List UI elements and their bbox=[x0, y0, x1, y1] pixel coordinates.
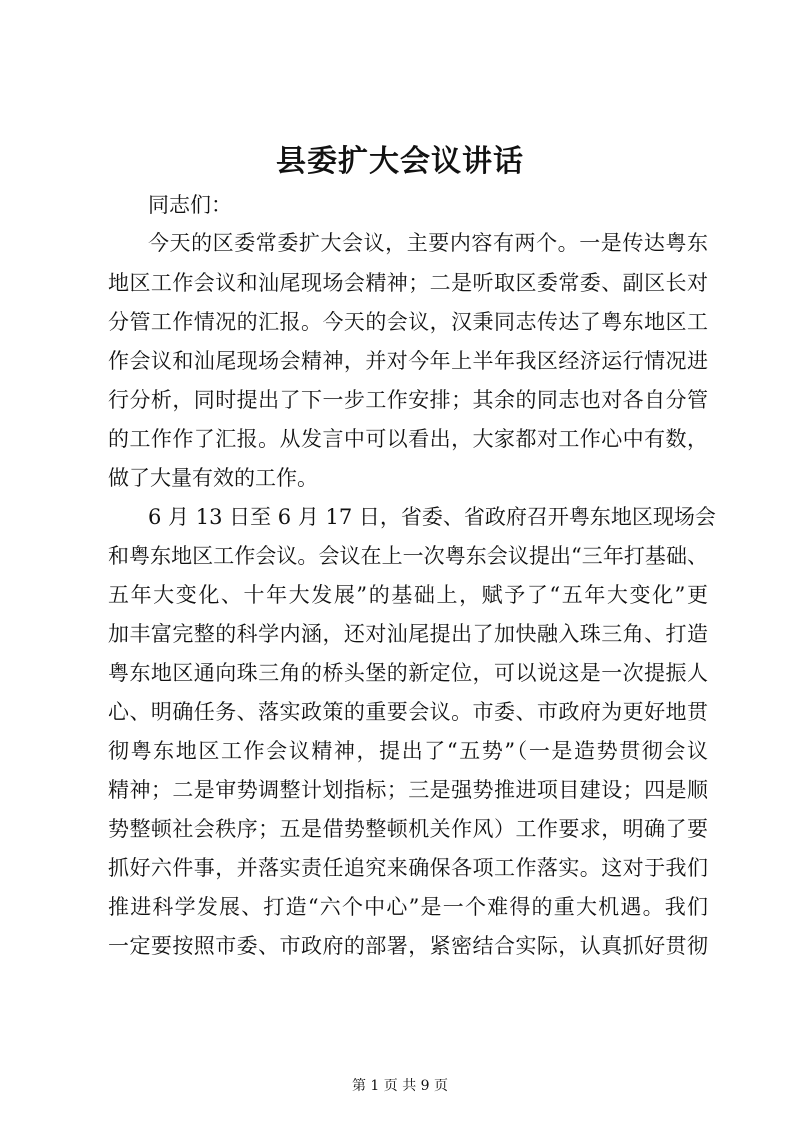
paragraph-line: 五年大变化、十年大发展”的基础上，赋予了“五年大变化”更 bbox=[108, 583, 708, 607]
paragraph-line: 势整顿社会秩序；五是借势整顿机关作风）工作要求，明确了要 bbox=[108, 817, 708, 841]
paragraph-line: 6 月 13 日至 6 月 17 日，省委、省政府召开粤东地区现场会 bbox=[148, 505, 716, 529]
paragraph-line: 做了大量有效的工作。 bbox=[108, 466, 318, 490]
paragraph-line: 粤东地区通向珠三角的桥头堡的新定位，可以说这是一次提振人 bbox=[108, 661, 708, 685]
paragraph-line: 推进科学发展、打造“六个中心”是一个难得的重大机遇。我们 bbox=[108, 895, 708, 919]
paragraph-line: 抓好六件事，并落实责任追究来确保各项工作落实。这对于我们 bbox=[108, 856, 708, 880]
page-number-footer: 第 1 页 共 9 页 bbox=[351, 1078, 449, 1094]
paragraph-line: 的工作作了汇报。从发言中可以看出，大家都对工作心中有数， bbox=[108, 427, 708, 451]
paragraph-line: 作会议和汕尾现场会精神，并对今年上半年我区经济运行情况进 bbox=[108, 349, 708, 373]
paragraph-line: 和粤东地区工作会议。会议在上一次粤东会议提出“三年打基础、 bbox=[108, 544, 708, 568]
paragraph-line: 一定要按照市委、市政府的部署，紧密结合实际，认真抓好贯彻 bbox=[108, 934, 708, 958]
paragraph-line: 分管工作情况的汇报。今天的会议，汉秉同志传达了粤东地区工 bbox=[108, 310, 708, 334]
paragraph-line: 心、明确任务、落实政策的重要会议。市委、市政府为更好地贯 bbox=[108, 700, 708, 724]
paragraph-line: 彻粤东地区工作会议精神，提出了“五势”（一是造势贯彻会议 bbox=[108, 739, 708, 763]
paragraph-line: 加丰富完整的科学内涵，还对汕尾提出了加快融入珠三角、打造 bbox=[108, 622, 708, 646]
paragraph-line: 行分析，同时提出了下一步工作安排；其余的同志也对各自分管 bbox=[108, 388, 708, 412]
paragraph-line: 精神；二是审势调整计划指标；三是强势推进项目建设；四是顺 bbox=[108, 778, 708, 802]
paragraph-line: 今天的区委常委扩大会议，主要内容有两个。一是传达粤东 bbox=[148, 231, 708, 255]
document-title: 县委扩大会议讲话 bbox=[276, 144, 524, 179]
paragraph-line: 地区工作会议和汕尾现场会精神；二是听取区委常委、副区长对 bbox=[108, 271, 708, 295]
salutation: 同志们： bbox=[148, 193, 232, 217]
